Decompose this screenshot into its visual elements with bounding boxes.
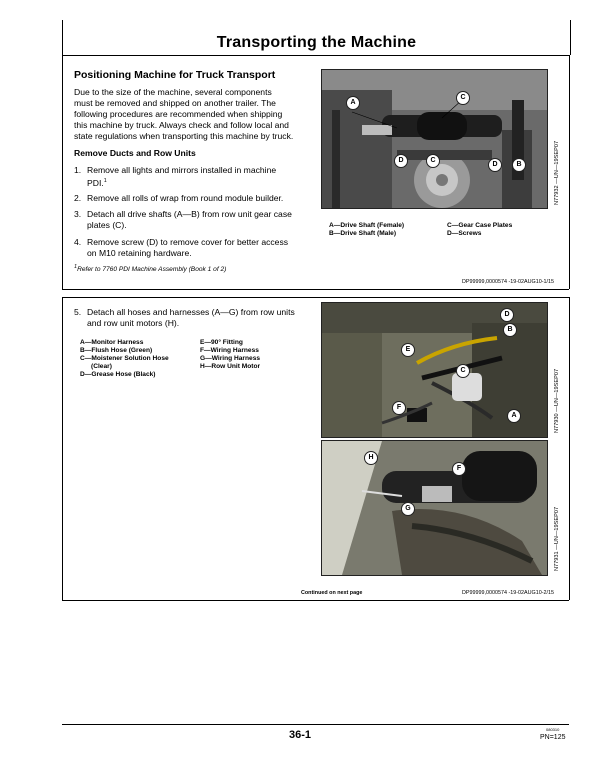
footer-rule: [62, 724, 569, 725]
callout-c: C: [456, 364, 470, 378]
section1-left-border: [62, 55, 63, 289]
step-text: plates (C).: [87, 220, 127, 230]
callout-h: H: [364, 451, 378, 465]
callout-d: D: [488, 158, 502, 172]
figure2a-id: N77930 —UN—19SEP07: [554, 368, 560, 433]
figure2b-id: N77931 —UN—19SEP07: [554, 506, 560, 571]
intro-line: state regulations when transporting this machine by truck.: [74, 131, 294, 141]
step-text: Remove all lights and mirrors installed in machine: [87, 165, 277, 175]
section1-doc-ref: DP99999,0000574 -19-02AUG10-1/15: [462, 279, 555, 285]
step-number: 1.: [74, 165, 82, 175]
footnote-marker: 1: [103, 178, 107, 184]
step-number: 3.: [74, 209, 82, 219]
section2-doc-ref: DP99999,0000574 -19-02AUG10-2/15: [462, 590, 555, 596]
section1-legend-right: [447, 222, 512, 238]
page-title-box: [62, 20, 571, 55]
step-text: Detach all hoses and harnesses (A—G) from row units: [87, 307, 295, 317]
section1-right-border: [569, 55, 570, 289]
footer-pn: PN=125: [540, 734, 566, 741]
legend-item: G—Wiring Harness: [200, 355, 261, 362]
page-number: 36-1: [289, 729, 312, 741]
step-text: and row unit motors (H).: [87, 318, 180, 328]
step-text: Remove screw (D) to remove cover for better access: [87, 237, 289, 247]
row-unit-motor-illustration: [322, 441, 547, 575]
step-4: [74, 237, 314, 261]
legend-item: H—Row Unit Motor: [200, 363, 261, 370]
callout-a: A: [507, 409, 521, 423]
section1-bottom-rule: [62, 289, 569, 290]
step-3: [74, 209, 314, 233]
step-text: Detach all drive shafts (A—B) from row unit gear case: [87, 209, 292, 219]
callout-c: C: [426, 154, 440, 168]
section2-left-border: [62, 297, 63, 600]
callout-d: D: [394, 154, 408, 168]
callout-g: G: [401, 502, 415, 516]
legend-item: D—Grease Hose (Black): [80, 371, 156, 378]
title-rule: [62, 55, 569, 56]
footnote-text: Refer to 7760 PDI Machine Assembly (Book 1 of 2): [77, 266, 227, 274]
legend-item: E—90° Fitting: [200, 339, 243, 346]
step-number: 5.: [74, 307, 82, 317]
step-1: [74, 165, 314, 189]
legend-item: C—Gear Case Plates: [447, 222, 513, 229]
step-number: 2.: [74, 193, 82, 203]
figure1-id: N77932 —UN—19SEP07: [554, 140, 560, 205]
section1-subheading: Remove Ducts and Row Units: [74, 148, 196, 158]
step-number: 4.: [74, 237, 82, 247]
section1-intro: [74, 87, 314, 142]
callout-b: B: [503, 323, 517, 337]
section2-right-border: [569, 297, 570, 600]
continued-note: Continued on next page: [301, 590, 363, 596]
footer-code: 080310: [546, 727, 560, 732]
legend-item: A—Drive Shaft (Female): [329, 222, 405, 229]
legend-item: C—Moistener Solution Hose: [80, 355, 169, 362]
step-text: PDI.: [87, 177, 104, 188]
section1-footnote: [74, 264, 226, 273]
step-text: Remove all rolls of wrap from round module builder.: [87, 193, 284, 203]
intro-line: Due to the size of the machine, several components: [74, 87, 272, 97]
callout-c: C: [456, 91, 470, 105]
section2-legend-left: [80, 339, 169, 379]
row-unit-motor-photo: [321, 440, 548, 576]
intro-line: following procedures are recommended when shipping: [74, 109, 283, 119]
step-2: [74, 193, 314, 205]
section2-legend-right: [200, 339, 260, 371]
callout-f: F: [392, 401, 406, 415]
legend-item: D—Screws: [447, 230, 482, 237]
section1-legend-left: [329, 222, 404, 238]
hoses-photo: [321, 302, 548, 438]
callout-a: A: [346, 96, 360, 110]
section2-bottom-rule: [62, 600, 569, 601]
step-5: [74, 307, 319, 331]
legend-item: F—Wiring Harness: [200, 347, 259, 354]
legend-item: (Clear): [91, 363, 112, 370]
intro-line: must be removed and shipped on another trailer. The: [74, 98, 276, 108]
step-text: on M10 retaining hardware.: [87, 248, 192, 258]
footnote-marker: 1: [74, 264, 78, 270]
callout-e: E: [401, 343, 415, 357]
legend-item: B—Drive Shaft (Male): [329, 230, 397, 237]
callout-d: D: [500, 308, 514, 322]
callout-b: B: [512, 158, 526, 172]
legend-item: A—Monitor Harness: [80, 339, 144, 346]
section2-top-rule: [62, 297, 569, 298]
drive-shaft-illustration: [322, 70, 547, 208]
section1-heading: Positioning Machine for Truck Transport: [74, 69, 276, 81]
drive-shaft-photo: [321, 69, 548, 209]
page-title: Transporting the Machine: [216, 34, 417, 51]
legend-item: B—Flush Hose (Green): [80, 347, 153, 354]
intro-line: this machine by truck. Always check and follow local and: [74, 120, 289, 130]
callout-f: F: [452, 462, 466, 476]
